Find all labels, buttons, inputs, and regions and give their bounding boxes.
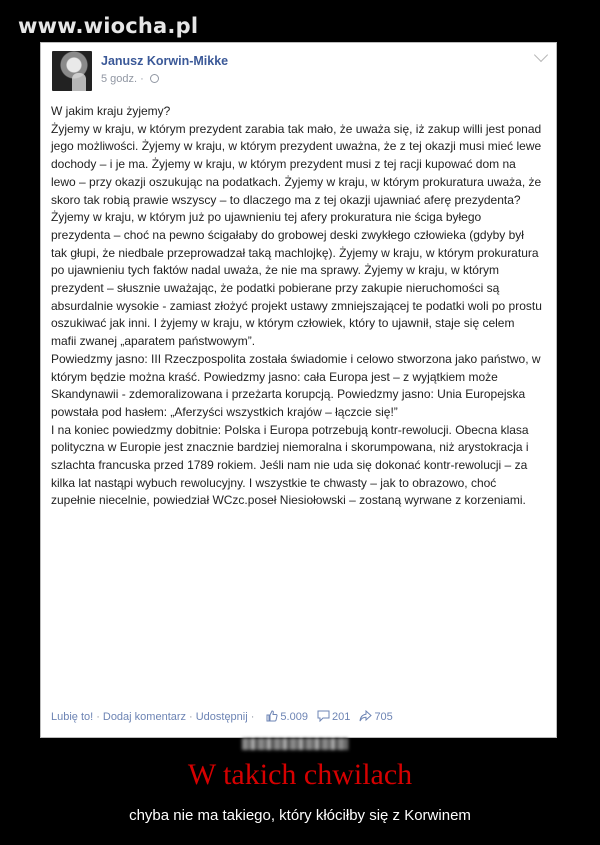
separator: · [189, 711, 193, 723]
post-paragraph: W jakim kraju żyjemy? [51, 104, 171, 118]
post-paragraph: Żyjemy w kraju, w którym prezydent zarabia tak mało, że uważa się, iż zakup willi jest ponad jego możliwości. Żyjemy w kraju, w którym prezydent uważna, że z tej okazji musi mieć lewe dochody – i je ma. Żyjemy w kraju, w którym prezydent musi z tej racji kupować dom na lewo – przy okazji oszukując na podatkach. Żyjemy w kraju, w którym prokuratura uważa, że skoro tak robią prawie wszyscy – to dlaczego ma z tej okazji ujawniać aferę prezydenta? Żyjemy w kraju, w którym już po ujawnieniu tej afery prokuratura nie ściga byłego prezydenta – choć na pewno ścigałaby do grobowej deski zwykłego człowieka (gdyby był tak głupi, że niedbale przeprowadzał taką machlojkę). Żyjemy w kraju, w którym prokuratura po ujawnieniu tych faktów nadal uważa, że nie ma sprawy. Żyjemy w kraju, w którym prezydent – słusznie uważając, że podatki pobierane przy zakupie nieruchomości są absurdalnie wysokie - zamiast złożyć projekt ustawy zmniejszającej te podatki woli po prostu oszukiwać jak inni. I żyjemy w kraju, w którym człowiek, który to ujawnił, staje się celem mafii zwanej „aparatem państwowym”. [51, 121, 542, 349]
site-watermark: www.wiocha.pl [18, 14, 199, 38]
separator: · [96, 711, 100, 723]
comment-link[interactable]: Dodaj komentarz [102, 711, 187, 723]
likes-count[interactable]: 5.009 [280, 711, 308, 723]
globe-icon [150, 74, 159, 83]
post-paragraph: I na koniec powiedzmy dobitnie: Polska i Europa potrzebują kontr-rewolucji. Obecna klasa polityczna w Europie jest znacznie bardziej niemoralna i skorumpowana, niż arystokracja i szlachta francuska przed 1789 rokiem. Jeśli nam nie uda się dokonać kontr-rewolucji – za kilka lat nastąpi wybuch rewolucyjny. I wszystkie te chwasty – jak to obrazowo, choć zupełnie niecelnie, powiedział WCzc.poseł Niesiołowski – zostaną wyrwane z korzeniami. [51, 422, 529, 508]
share-icon[interactable] [359, 710, 372, 722]
post-meta [101, 73, 159, 85]
demotivator-subtitle: chyba nie ma takiego, który kłóciłby się z Korwinem [129, 807, 471, 824]
comment-icon[interactable] [317, 710, 330, 722]
shares-count[interactable]: 705 [374, 711, 393, 723]
avatar[interactable] [52, 51, 92, 91]
facebook-post-card [40, 42, 557, 738]
separator: · [250, 711, 255, 723]
like-link[interactable]: Lubię to! [51, 711, 94, 723]
post-actions [51, 710, 393, 723]
share-link[interactable]: Udostępnij [195, 711, 248, 723]
post-paragraph: Powiedzmy jasno: III Rzeczpospolita została świadomie i celowo stworzona jako państwo, w którym będzie można kraść. Powiedzmy jasno: cała Europa jest – z wyjątkiem może Skandynawii - zdemoralizowana i przeżarta korupcją. Powiedzmy jasno: Unia Europejska powstała pod hasłem: „Aferzyści wszystkich krajów – łączcie się!” [51, 351, 541, 419]
post-timestamp[interactable]: 5 godz. · [101, 73, 144, 85]
comments-count[interactable]: 201 [332, 711, 351, 723]
author-name[interactable]: Janusz Korwin-Mikke [101, 54, 229, 68]
post-body [51, 103, 543, 510]
chevron-down-icon[interactable] [534, 48, 548, 62]
thumbs-up-icon[interactable] [266, 710, 278, 722]
blurred-username [242, 738, 348, 750]
demotivator-title: W takich chwilach [187, 758, 413, 791]
